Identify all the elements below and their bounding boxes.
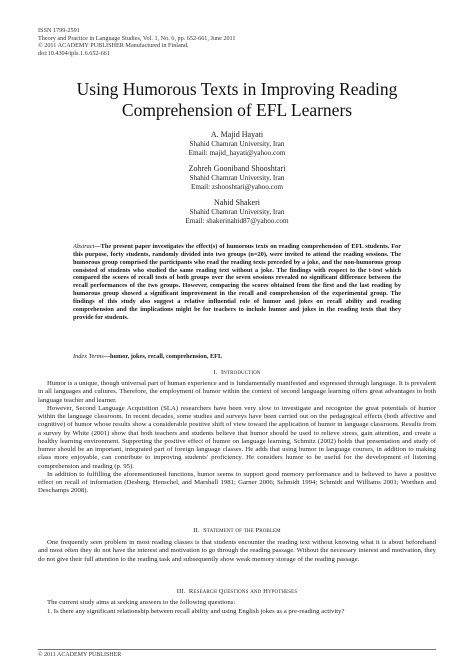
footer-divider: [38, 649, 436, 650]
section-number: II.: [193, 527, 200, 534]
author-name: Zohreh Gooniband Shooshtari: [188, 164, 286, 173]
author-block: [38, 198, 436, 226]
section-number: I.: [213, 369, 218, 376]
author-email: Email: shakerinahid87@yahoo.com: [185, 216, 289, 225]
journal-line: Theory and Practice in Language Studies, Vol. 1, No. 6, pp. 652-661, June 2011: [38, 34, 236, 42]
index-terms: [73, 353, 401, 361]
author-affiliation: Shahid Chamran University, Iran: [189, 207, 285, 216]
footer-publisher: © 2011 ACADEMY PUBLISHER: [38, 652, 122, 658]
section-number: III.: [176, 588, 186, 595]
title-line-2: Comprehension of EFL Learners: [121, 100, 353, 120]
section-title: Introduction: [221, 369, 261, 376]
research-questions-intro: [38, 599, 436, 607]
title-line-1: Using Humorous Texts in Improving Reading: [76, 79, 398, 99]
section-title: Research Questions and Hypotheses: [188, 588, 298, 595]
research-question-item: 1. Is there any significant relationship between recall ability and using English jokes as a pre-reading activity?: [47, 608, 345, 615]
body-paragraph: In addition to fulfilling the aforementioned functions, humor seems to support good memory performance and is believed to have a positive effect on recall of information (Desberg, Henschel, and Marshall 1981; Garner 2006; Schmidt 1994; Schmidt and Williams 2001; Worthen and Deschamps 2008).: [38, 470, 436, 495]
issn-line: ISSN 1799-2591: [38, 27, 80, 34]
author-list: [38, 130, 436, 232]
author-affiliation: Shahid Chamran University, Iran: [189, 173, 285, 182]
body-paragraph: However, Second Language Acquisition (SLA) researchers have been very slow to investigate and recognize the great potentials of humor within the language classroom. In recent decades, some studies and surveys have been carried out on the pedagogical effects (both affective and cognitive) of humor whose results show a considerable positive shift of view toward the application of humor in language classroom. Results from a survey by White (2001) show that both teachers and students believe that humor should be used to relieve stress, gain attention, and create a healthy learning environment. Supporting the positive effect of humor on language learning, Schmitz (2002) holds that presentation and study of humor should be an important, integrated part of foreign language classes. He adds that using humor in language courses, in addition to making class more enjoyable, can contribute to improving students' proficiency. He considers humor to be useful for the development of listening comprehension and reading (p. 95).: [38, 404, 436, 470]
author-name: A. Majid Hayati: [210, 130, 264, 139]
journal-header: [38, 27, 236, 57]
section-heading-introduction: [38, 369, 436, 376]
author-block: [38, 164, 436, 192]
body-paragraph: Humor is a unique, though universal part of human experience and is fundamentally manifested and expressed through language. It is prevalent in all languages and cultures. Therefore, the employment of humor within the context of second language learning offers great advantages to both language teacher and learner.: [38, 380, 436, 404]
paper-title: [38, 79, 436, 121]
abstract-label: Abstract: [73, 243, 95, 250]
introduction-body: [38, 380, 436, 496]
author-block: [38, 130, 436, 158]
index-terms-label: Index Terms: [73, 353, 104, 360]
section-title: Statement of the Problem: [203, 527, 281, 534]
author-email: Email: zshooshtari@yahoo.com: [190, 182, 284, 191]
author-affiliation: Shahid Chamran University, Iran: [189, 139, 285, 148]
section-heading-problem: [38, 527, 436, 534]
problem-body: [38, 539, 436, 564]
author-email: Email: majid_hayati@yahoo.com: [188, 148, 286, 157]
body-paragraph: The current study aims at seeking answers to the following questions:: [47, 599, 236, 606]
copyright-line: © 2011 ACADEMY PUBLISHER Manufactured in Finland.: [38, 42, 189, 50]
doi-line: doi:10.4304/tpls.1.6.652-661: [38, 49, 110, 57]
author-name: Nahid Shakeri: [214, 198, 260, 207]
body-paragraph: One frequently seen problem in most reading classes is that students encounter the reading text without knowing what it is about beforehand and most often they do not have the interest and motivation to go through the reading passage. Without the necessary interest and motivation, they do not give their full attention to the reading task and subsequently show weak memory storage of the reading passage.: [38, 539, 436, 563]
section-heading-research-questions: [38, 588, 436, 595]
index-terms-text: —humor, jokes, recall, comprehension, EFL: [103, 353, 223, 360]
abstract-text: —The present paper investigates the effect(s) of humorous texts on reading comprehension of EFL students. For this purpose, forty students, randomly divided into two groups (n=20), were invited to attend the reading sessions. The humorous group comprised the participants who read the reading texts preceded by a joke, and the non-humorous group consisted of students who studied the same reading text without a joke. The findings with respect to the t-test which compared the scores of recall tests of both groups over the seven sessions revealed no significant difference between the recall performances of the two groups. However, comparing the scores obtained from the first and the last reading by humorous group showed a significant improvement in the recall and comprehension of the experimental group. The findings of this study also suggest a relative influential role of humor and jokes on recall ability and reading comprehension and the implications might be for teachers to include humor and jokes in the reading texts that they provide for students.: [73, 243, 401, 321]
abstract: [73, 243, 401, 321]
